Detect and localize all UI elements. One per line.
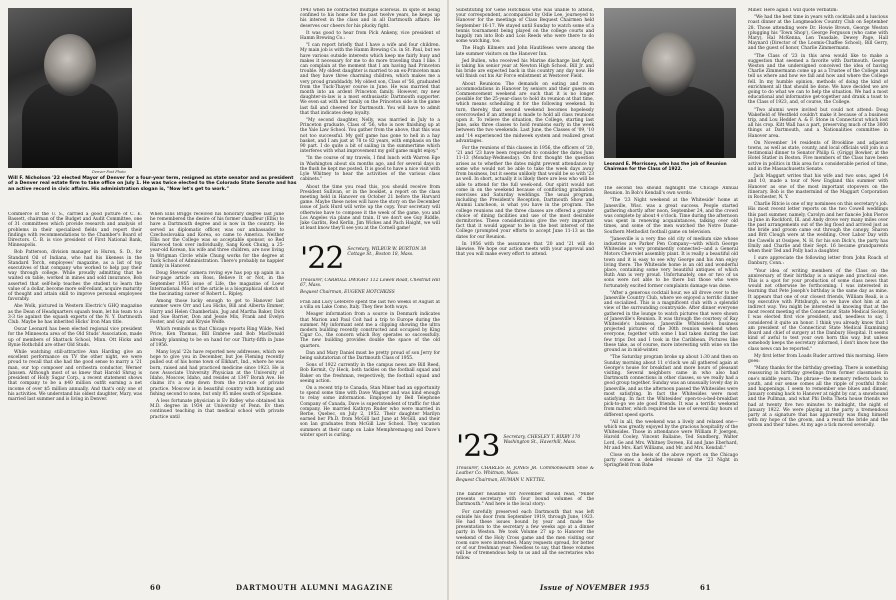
paragraph: "In the course of my travels, I find lunch with Warren Ege in Washington about six months ago, and for several days in the flush he kept me posted. It is good to have a nice visit with Lyle Whitney to hear the activities of the various class cabinets."	[300, 156, 440, 183]
paragraph: "The Class of '23 in this area would like to make a suggestion that seemed a favorite with Dartmouth. George Weston and the undersigned conceived the idea of having Charlie Zimmermann come up as a Trustee of the College and tell us where and how we fall and how and where the College fell. In my humble opinion, methods of doing the kind of enrichment all that should be done. We have decided we are going to do what we can to help the situation. We had a most educational and informative get-together and drank a toast to the Class of 1923, and, of course, the College.	[748, 53, 888, 106]
paragraph: About Reunions: The demands on eating and room accommodations in Hanover by seniors and their guests on Commencement weekend are such that it is no longer possible for the 25-year-class to hold its reunion at that time, which means scheduling it for the following weekend. In turn, thereby, that second weekend becomes hopelessly overcrowded if an attempt is made to hold all class reunions upon it. To relieve the situation, the College, starting last June, asks three classes to hold reunions early in the week between the two weekends. Last June, the Classes of '09, '10 and '14 experienced the midweek system and realized great advantages.	[456, 81, 594, 144]
paragraph: Close on the heels of the above report on the Chicago party comes a detailed résumé of the '23 Night in Springfield from Babe	[604, 452, 738, 469]
paragraph: Which reminds us that Chicago reports Ring Wilde, Ned Price, Ken Thomas, Bill Embree and Bob MacDonald already planning to be on hand for our Thirty-fifth in June of 1956.	[150, 327, 284, 348]
paragraph: "We had the best time in years with cocktails and a luscious roast dinner at the Longmeadow Country Club on September 28. Those attending were Dr. Howie Brown, George Weston (plugging his 'Town Shop'), George Ferguson (who came with Mary), Hal McKenna, Len Teasdale, Dewey Page, Hall Maynard (Director of the Loomis-Chaffee School), Bill Gerry, and the guest of honor, Charlie Zimmermann.	[748, 15, 888, 52]
paragraph: While watching still-attractive Ann Harding give an excellent performance on TV the other night, we were proud to recall that she had the good sense to marry a '21 man, our top composer and orchestra conductor, Werner Janssen. Although most of us knew that Harold Shrug is president of Holly Sugar Corp., a recent statement shows that company to be a $40 million outfit earning a net income of over $5 million annually. And that's only one of his activities. We understand his oldest daughter, Mary, was married last summer and is living in Denver.	[8, 350, 142, 402]
class-number: '23	[456, 429, 500, 464]
nicholson-photo	[8, 8, 132, 168]
right-column-1-officers	[456, 466, 594, 490]
paragraph: Bob Patterson, division manager in Huron, S. D., for Standard Oil of Indiana, who had his likeness in the Standard Torch, employees' magazine, as a list of top executives of that company who worked to help pay their way through college. While proudly admitting that he waited on table, worked in mines and sold insurance, Bob asserted that self-help teaches the student to learn the value of a dollar, become more self-reliant, acquire maturity of thought and attain skill to improve personal employees favorably.	[8, 250, 142, 303]
paragraph: It was good to hear from Pick Ankeny, vice president of Hamm Brewing Co.:	[300, 30, 440, 42]
photo-figure-face	[642, 32, 696, 96]
paragraph: "Many thanks for the birthday greeting. There is something reassuring in birthday greetings from former classmates in one's middle years. The phrase—the memory reflects back to youth, and our sense comes all the ripple of youthful frolic and happenings. I seem to remember one blues and dinner, January coming back to Hanover at night by car, a snowbound and the Pullman, and what Phi Delta Theta house friends we had at twenty five two minutes to midnight, the night of January 1922. We were playing at the party a tremendous party at a signature that has apparently was flung himself with my hope of the groom, and a result the bride and the groom and their tubes. At my age a tick moved severally.	[748, 366, 888, 429]
paragraph: "Janesville is a very fine old city of medium size whose industries are Parker Pen Company—with which George Whiteside is very prominently connected—and a General Motors Chevrolet assembly plant. It is really a beautiful old town and it is easy to see why George and his Ann enjoy living there. The Whiteside home is an old and wonderful place, containing some very beautiful antiques of which Ruth Ann is very proud. Unfortunately, one or two of us sons were not able to be there but those who were fortunately excited former complaints damage was done.	[604, 236, 738, 289]
paragraph: Miner. Here again I will quote verbatim:	[748, 8, 838, 13]
class-secretary: Secretary, CHESLEY T. BIXBY 170 Washington St., Haverhill, Mass.	[503, 435, 581, 446]
left-column-3-bottom	[300, 300, 440, 576]
paragraph: Many loyal '22s have reported new addresses, which we hope to give you in December, but Joe Fleming recently pulled out of his home town of Elkhart, Ind., where he was born, raised and had practiced medicine since 1923. He is now Associate University Physician at the University of Idaho, Moscow, Idaho, and resides at 1347 Borah Ave. He claims it's a step down from the rat-race of private practice. Moscow is in beautiful country with hunting and fishing second to none, but only 85 miles south of Spokane.	[150, 350, 284, 397]
left-page-number: 60	[150, 583, 162, 592]
paragraph: Dan and Mary Daniel must be pretty proud of son Jerry for being salutatorian of the Dartmouth Class of 1955.	[300, 350, 440, 362]
paragraph: The Hugh Kilmers and John Hautifeses were among the late summer visitors on the Hanover Inn.	[456, 46, 594, 57]
class-number: '22	[300, 241, 344, 276]
class-secretary: Secretary, WILBUR W. BURTON 38 Cottage St., Boston 18, Mass.	[347, 247, 427, 258]
paragraph: "The '23 Night weekend at the Whiteside' home at Janesville, Wisc. was a great success. People started gathering shortly after noon, September 24, and the crowd was complete by about 4 o'clock. Time during the afternoon was spent in renewing acquaintances, talking over old times, and some of the men watched the Notre Dame-Southern Methodist football game on television.	[604, 198, 738, 235]
paragraph: On November 14 residents of Brookline and adjacent towns, as well as state, county, and local officials will join in a testimonial dinner to Senator Philip G. (Grigg) Bowker, at the Hotel Statler in Boston. Five members of the Class have been active in politics in this area for a considerable period of time, and in the Massachusetts Senate.	[748, 140, 888, 172]
right-column-1-top	[456, 8, 594, 428]
morrissey-photo	[604, 8, 736, 158]
left-column-2	[150, 212, 284, 576]
paragraph: Doug Stevens' camera roving eye has pop up again in a four-page article on Ross, Believe It or Not, in the September 1955 issue of Life, the magazine of Loew International. Most of the article is a biographical sketch of the fascinating career of Robert L. Ripley.	[150, 271, 284, 298]
paragraph: For carefully preserved each Dartmouth that was left outside his door from September 1919, through June, 1923. He had these issues bound by year and made the presentation to the secretary a few weeks ago at a dinner party in Weston. We took Volume 27 up to Hanover the weekend of the Holy Cross game and the men visiting our room sure were interested. Many requests spread, for better or of our freshman year. Needless to say, that these volumes will be of tremendous help to us and all the secretaries who follow.	[456, 509, 594, 562]
paragraph: When Ellis Briggs received his honorary degree last June he remembered the desire of his former chauffeur (Ellis) to have a Dartmouth degree and is now in the country. He served as diplomatic officer, was our ambassador to Czechoslovakia and Korea, so came to America. Neither Ellis nor the College was so acceptable sponsor, so Red Harwood took over individually, Sang Kook Chung, a 25-year-old Korean, his wife and three children, are now living in Wrigman Circle while Chung works for the degree at Tuck School of Administration. There's probably no happier family in Hanover.	[150, 212, 284, 270]
paragraph: "I can report briefly that I have a wife and four children. My main job is with the Hamm Brewing Co. in St. Paul, but we have various outside interests which keep me fairly busy and makes it necessary for me to do more traveling than I like. I can complain at the moment that I am having had Princeton trouble. My oldest daughter is married to an ex-Princeton man and they have three charming children, which makes me a very proud granddaddy. My oldest son, Class of '56, graduated from the Tuck-Thayer course in June. He was married that month into an ardent Princeton family. However, my new daughter-in-law is a most enthusiastic Dartmouth supporter. We even sat with her family on the Princeton side in the game last fall and cheered for Dartmouth. You will have to admit that that indicates deep loyalty.	[300, 43, 440, 116]
right-page-number: 61	[700, 583, 712, 592]
paragraph: In 1956 with the assurance that '20 and '21 will do likewise. We hope our action meets with your approval and that you will make every effort to attend.	[456, 241, 594, 258]
photo-credit: Denver Post Photo	[92, 170, 126, 174]
paragraph: "My second daughter, Nelly, was married in July to a Princeton graduate, Class of '56, who is now finishing up at the Yale Law School. You gather from the above, that this was not too successful. My golf game has gone to hell in a hay basket, and I am just at 78 to 82 years, with emphasis on the 90 part. I do quite a bit of sailing in the summertime which interferes with what improvement my golf game might enjoy."	[300, 118, 440, 155]
paragraph: "All in all, the weekend was a lively and relaxed one—which was greatly enjoyed by the gracious hospitality of the Whitesides. Those in attendance were William P. Joergen, Harold Cooley, Vincent Ballaine, Ted Sundberg, Walter Lord, Ge and Mrs. Whitney Doreen, Ed and Jane Eberhard, Mr and Mrs. Karl Williams, and Mr. and Mrs. Kendall."	[604, 419, 738, 451]
paragraph: The banner headline for November should read, "Miller presents secretary with four bound volumes of the Dartmouth." And here is the local story:	[456, 492, 594, 508]
paragraph: Abe Wolk, pictured in Western Electric's GHQ magazine as the Dean of Headquarters squash team, let his team to a 3-3 tie against the squash experts of the N. Y. Dartmouth Club. Maybe he has inherited Hicks' Iron Man title.	[8, 304, 142, 326]
photo-figure-body	[616, 86, 724, 158]
left-column-3-officers	[300, 278, 440, 298]
paragraph: Oscar Leonard has been elected regional vice president for the Minnesota area of the Old Studs' Association, made up of members of Shattuck School, Minn. Ott Hicks and Rynie Rothchild are other Old Studs.	[8, 327, 142, 348]
paragraph: My first letter from Loads Ruder arrived this morning. Here goes:	[748, 353, 888, 364]
paragraph: The second tea should highlight the Chicago Annual Reunion. In Bob's Kendall's own words:	[604, 186, 738, 197]
paragraph: "After a generous cocktail hour, we all drove over to the Janesville Country Club, where we enjoyed a terrific dinner and socialized. This is a magnificent club with a splendid view of the surrounding countryside. After dinner everyone gathered in the lounge to watch pictures that were shown of Janesville's Reunion. It was through the courtesy of Ray Whiteside's business, Janesville Whiteside's business projected pictures of the 30th reunion weekend when everyone, together with some I had taken during the last few trips Dot and I took in the Caribbean. Pictures like these take, as of course, more interesting with wine on the ground as in mid-winter.	[604, 290, 738, 354]
paragraph: Substituting for Gene Hotchkiss who was unable to attend, your correspondent, accompanied by Odie Lee, journeyed to Hanover for the meetings of Class Bequest Chairmen held September 16-17. We stayed until Sunday to watch some of a tennis tournament being played on the college courts and happily ran into Bob and Lois Reeds who were there to do some watching, too.	[456, 8, 594, 45]
photo-caption: Leonard E. Morrissey, who has the job of Reunion Chairman for the Class of 1922.	[604, 162, 727, 173]
paragraph: Commerce of the U. S., carried a good picture of C. E. Bassett, chairman of the Budget and Audit Committee, one of 31 committees which provide research and analysis of problems in their specialized fields and report their findings with recommendations to the Chamber's Board of Directors. C. B. is vice president of First National Bank, Minneapolis.	[8, 212, 142, 249]
paragraph: For the reunions of this classes in 1956, the officers of '20, '21 and '23 have been requested to consider the dates June 11-13 (Monday-Wednesday). On first thought the question arises as to whether the dates might prevent attendance by some who would not be able to take the week days away from business, but it seems unlikely that would be so with '23 as well. In short, actually it is likely there are less who will be able to attend for the full week-end. Our spirit would not come in on the weekend because of conflicting graduation exercises and Saturday weddings. The usual program, including the President's Reception, Dartmouth Show and Alumni Luncheon, is what you have in the program. The college reunions and the three classes are offered a greater choice of dining facilities and use of the most desirable dormitories. These considerations give the very important fact that it would appear to be in the best interest of the College (prompted your efforts to accept June 11-13 as the dates for our Reunion.	[456, 146, 594, 240]
class-bequest-chairman: Bequest Chairman, HUMAN V. NETTEL	[456, 478, 545, 484]
paragraph: On a recent trip to Canada, Stan Miner had an opportunity to spend some time with Dave Wagner and was kind enough to relay some information. Employed by Bell Telephone Company of Canada, Dave is superintendent of traffic for that company. He married Kathryn Ruder who were married in Berbe, Quebec, on July 2, 1952. Their daughter Marilyn earned her Ph.D. from McGill last June at McGill, and their son Ian graduates from McGill Law School. They vacation summers at their camp on Lake Memphremagog and Dave's winter sport is curling.	[300, 386, 440, 438]
paragraph: Meager information from a source in Denmark indicates that Marion and Paul Coit had a trip to Europe during the summer. My informant sent me a clipping showing the ultra modern building recently constructed and occupied by King Cigar Co., the concern which Roy operates so successfully. The new building provides double the space of the old quarters.	[300, 312, 440, 349]
class-bequest-chairman: Bequest Chairman, EUGENE HOTCHKISS	[300, 290, 395, 296]
paragraph: A less fortunate physician is Ev Ridley who obtained his M.D. degree in 1934 at University of Penn. Ev then continued teaching in that medical school with private practice until	[150, 398, 284, 420]
paragraph: Jed Bullen, who received his Marine discharge last April, is taking his senior year at Newton High School. Bill Jr. and his bride are expected back in this country any day now. He will finish out his Air Force enlistment at Westover Field.	[456, 58, 594, 80]
right-column-1-bottom	[456, 492, 594, 576]
left-footer-title: DARTMOUTH ALUMNI MAGAZINE	[236, 583, 394, 592]
class-22-header	[300, 241, 440, 276]
left-column-3-top	[300, 8, 440, 240]
paragraph: Fran and Lucy Lefebvre spent the last two weeks of August at a villa on Lake Como, Italy. They flew both ways.	[300, 300, 440, 311]
class-23-header	[456, 429, 594, 464]
right-column-2	[604, 186, 738, 576]
photo-caption: Will F. Nicholson '22 elected Mayor of Denver for a four-year term, resigned as state senator and as president of a Denver real estate firm to take office on July 1. He was twice elected to the Colorado State Senate and has an active record in civic affairs. His administration slogan is, "Now let's get to work."	[8, 176, 297, 192]
class-treasurer: Treasurer, CHARLES H. JONES JR. Commonwealth Shoe & Leather Co. Whitman, Mass.	[456, 466, 594, 477]
paragraph: Jack Maggart writes that his wife and two sons, aged 14 and 10, made a tour of New England this summer with Hanover as one of the most important stopovers on the itinerary. Bob is the mastermind of the Maggart Corporation in Rochester, N. Y.	[748, 174, 888, 200]
paragraph: Charlie Ritcie is one of my nominees on this secretary's job. His most recent letter reports on the two Cowell weddings this past summer, namely, Carolyn and her fiancée John Pierce in June in Rockford, Ill. and Andy drove very many miles over the past arrangements out of the big flood and arrived just as the bride and groom came out through the canopy. Sharon and Brit Clough were at the wedding. Over Labor Day with the Cawells at Ossipee, N. H. for his son Dick's, the party has Emily and Charlie and their Sept. 16 became grandparents when their Ted and Polly had a daughter.	[748, 202, 888, 254]
class-treasurer: Treasurer, CARROLL DWIGHT 112 Lowell Road, Chestnut Hill 67, Mass.	[300, 278, 440, 289]
paragraph: Sons of 1922 currently in the campus news are Bill Reed, Bob Kermit, Cy Heck, both tackles on the football squad and Baker on the freshman, respectively, the football squad and seeing action.	[300, 363, 440, 384]
left-column-1	[8, 212, 142, 576]
paragraph: "Two alumni were invited but could not attend: Doug Wakefield of Westfield couldn't make it because of a business trip, and Lou Hedder A. & F. Stone in Connecticut which lost all his crop. Kitt Wall has a part, preserving much of the 3000 things at Dartmouth, and a Nationalities committee in Hanover area.	[748, 107, 888, 139]
paragraph: "Your idea of writing members of the Class on the anniversary of their birthday is a unique and practical one. This is a spot for your production of some class news that would not otherwise be forthcoming. I was interested in learning that Pete Joseph's birthday is the same day as mine. It appears that one of our closest friends, William Reali, is a top executive with Pittsburgh, so we have shot him at an indirect way. You might be interested in knowing that at the most recent meeting of the Connecticut State Medical Society, I was elected first vice president, and, needless to say, I considered it quite an honor. I think you already know that I am president of the Connecticut State Medical Examining Board and chief of surgery at the Danbury Hospital. It seems kind of awful to test your own horn this way, but unless somebody keeps the secretary informed, I don't know how the class news can be reported."	[748, 268, 888, 352]
right-column-3	[748, 8, 888, 576]
right-footer-issue: Issue of NOVEMBER 1955	[540, 583, 650, 592]
paragraph: Among those lucky enough to get to Hanover last summer were Orr and Lou Hicks, Bill and Alberta Emmer, Harry and Helen Chamberlain, Jug and Martha Baker, Dick and Sue Barrier, Don and Jessie Mix, Frank and Evelyn Foster, and Guy and Krysie Wolfe.	[150, 299, 284, 326]
paragraph: About the time you read this, you should receive from President Sullivan, or in the booklet, a report on the class meeting held in Hanover on October 21 before the Harvard game. Maybe these notes will have the story on the December issue of Jack Hurd will write up the copy. Your secretary will otherwise have to compose it the week of the game, you and Los Angeles via plane and train. If we don't see Guy Riddle, Jake Garlits, Red Kerlin, Jim Wickes and Pach Haight, we will at least know they'll see you at the Cornell game!	[300, 184, 440, 232]
paragraph: "The Saturday program broke up about 1:30 and then on Sunday morning about 11 o'clock we all gathered again at George's house for breakfast and more hours of pleasant visiting. Several neighbors came in who also had Dartmouth connections in other classes, so we really had a good group together. Sunday was an unusually lovely day in Janesville, and as the afternoon passed the Whitesides were most satisfying. In fact the Whitesides were most satisfying. In fact the Whitesides' open-to-a-bed-breakfast pick-to-go we ate good friends. It was a terrific weekend from matter, which required the use of several day hours of different speed sports.	[604, 355, 738, 418]
paragraph: I sure appreciate the following letter from John Roach of Danbury, Conn.:	[748, 256, 888, 267]
photo-figure-face	[44, 34, 96, 96]
page-gutter	[447, 0, 449, 600]
paragraph: 1943 when he contracted multiple sclerosis. In spite of being confined to his home for the past twelve years, he keeps up his interest in the class and in all Dartmouth affairs. He deserves our cheers for his plucky fight.	[300, 8, 440, 29]
